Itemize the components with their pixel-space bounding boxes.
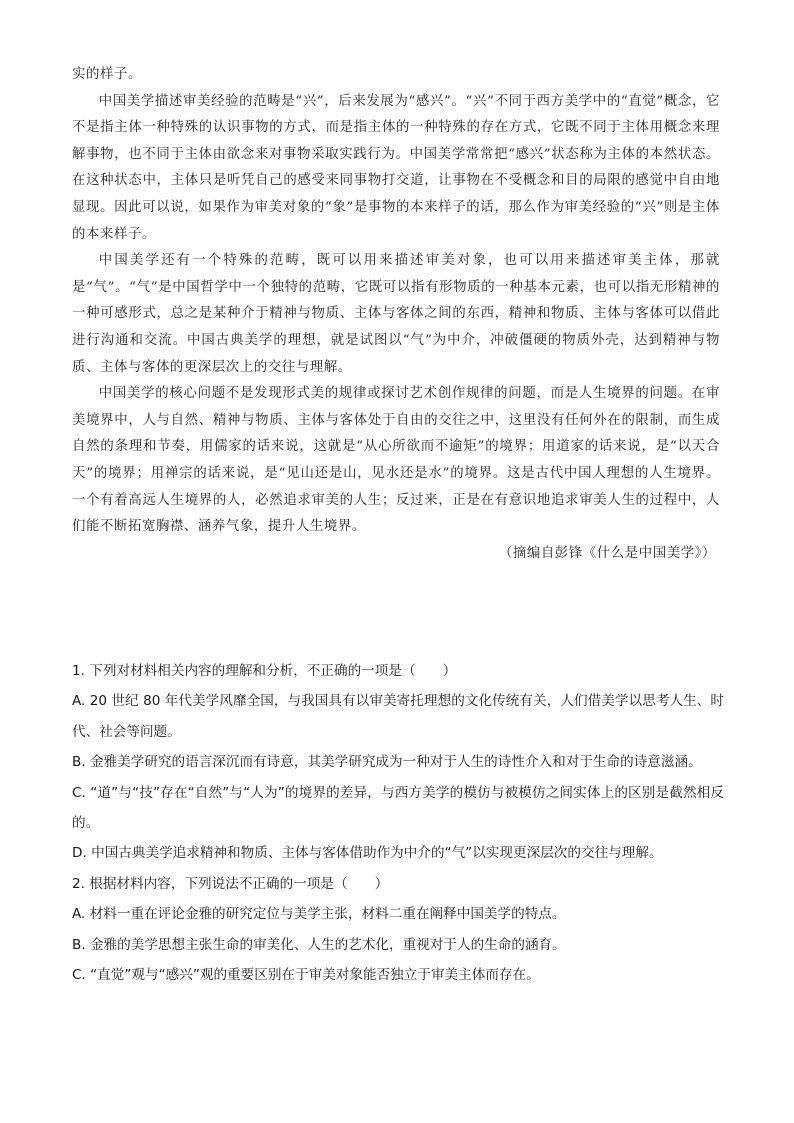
question-2-option-a: A. 材料一重在评论金雅的研究定位与美学主张，材料二重在阐释中国美学的特点。 bbox=[72, 906, 566, 923]
question-1-option-b: B. 金雅美学研究的语言深沉而有诗意，其美学研究成为一种对于人生的诗性介入和对于生命的诗意滋涵。 bbox=[72, 754, 702, 771]
passage-paragraph-xing: 中国美学描述审美经验的范畴是“兴”，后来发展为“感兴”。“兴”不同于西方美学中的“直觉”概念，它不是指主体一种特殊的认识事物的方式，而是指主体的一种特殊的存在方式，它既不同于主体用概念来理解事物，也不同于主体由欲念来对事物采取实践行为。中国美学常常把“感兴”状态称为主体的本然状态。在这种状态中，主体只是听凭自己的感受来同事物打交道，让事物在不受概念和目的局限的感觉中自由地显现。因此可以说，如果作为审美对象的“象”是事物的本来样子的话，那么作为审美经验的“兴”则是主体的本来样子。 bbox=[72, 93, 720, 242]
question-1-option-d: D. 中国古典美学追求精神和物质、主体与客体借助作为中介的“气”以实现更深层次的交往与理解。 bbox=[72, 845, 663, 862]
passage-source: （摘编自彭锋《什么是中国美学》） bbox=[498, 545, 716, 561]
passage-paragraph-rensheng-jingjie: 中国美学的核心问题不是发现形式美的规律或探讨艺术创作规律的问题，而是人生境界的问题。在审美境界中，人与自然、精神与物质、主体与客体处于自由的交往之中，这里没有任何外在的限制，而生成自然的条理和节奏，用儒家的话来说，这就是“从心所欲而不逾矩”的境界；用道家的话来说，是“以天合天”的境界；用禅宗的话来说，是“见山还是山，见水还是水”的境界。这是古代中国人理想的人生境界。一个有着高远人生境界的人，必然追求审美的人生；反过来，正是在有意识地追求审美人生的过程中，人们能不断拓宽胸襟、涵养气象，提升人生境界。 bbox=[72, 386, 720, 535]
passage-line-continued: 实的样子。 bbox=[72, 67, 142, 82]
question-1-option-a: A. 20 世纪 80 年代美学风靡全国，与我国具有以审美寄托理想的文化传统有关，人们借美学以思考人生、时代、社会等问题。 bbox=[72, 693, 724, 740]
question-2-option-b: B. 金雅的美学思想主张生命的审美化、人生的艺术化，重视对于人的生命的涵育。 bbox=[72, 936, 566, 953]
question-1-stem: 1. 下列对材料相关内容的理解和分析，不正确的一项是（ ） bbox=[72, 663, 457, 679]
question-section bbox=[72, 656, 724, 990]
reading-passage bbox=[72, 62, 720, 567]
question-2-stem: 2. 根据材料内容，下列说法不正确的一项是（ ） bbox=[72, 875, 389, 892]
question-1-option-c: C. “道”与“技”存在“自然”与“人为”的境界的差异，与西方美学的模仿与被模仿之间实体上的区别是截然相反的。 bbox=[72, 784, 724, 832]
passage-paragraph-qi: 中国美学还有一个特殊的范畴，既可以用来描述审美对象，也可以用来描述审美主体，那就是“气”。“气”是中国哲学中一个独特的范畴，它既可以指有形物质的一种基本元素，也可以指无形精神的一种可感形式，总之是某种介于精神与物质、主体与客体之间的东西，精神和物质、主体与客体可以借此进行沟通和交流。中国古典美学的理想，就是试图以“气”为中介，冲破僵硬的物质外壳，达到精神与物质、主体与客体的更深层次上的交往与理解。 bbox=[72, 253, 720, 375]
question-2-option-c: C. “直觉”观与“感兴”观的重要区别在于审美对象能否独立于审美主体而存在。 bbox=[72, 967, 540, 984]
